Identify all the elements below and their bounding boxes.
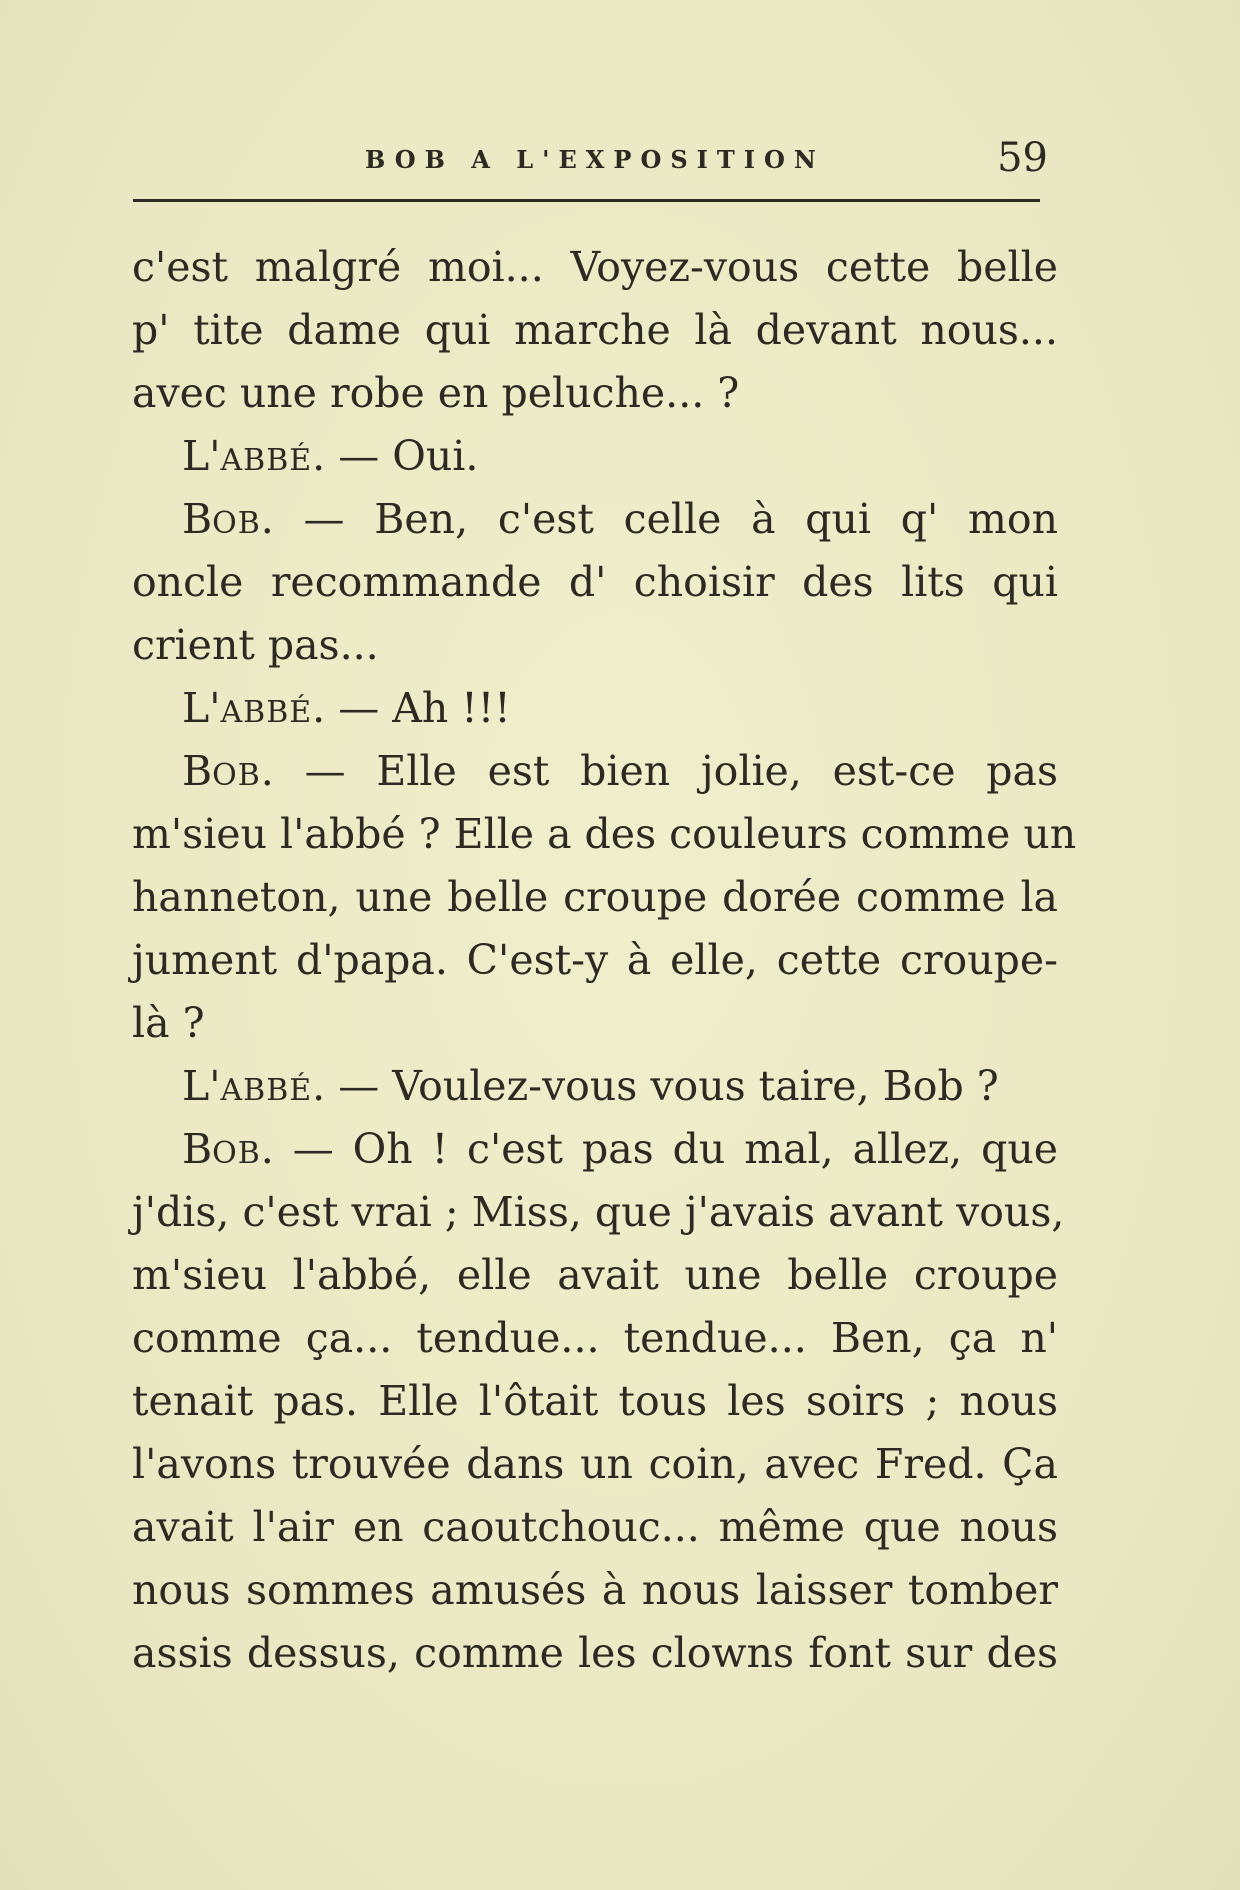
dialogue-line <box>132 425 1058 488</box>
line-text: c'est malgré moi... Voyez-vous cette belle <box>132 243 1058 291</box>
text-line <box>132 299 1058 362</box>
text-line <box>132 803 1077 866</box>
line-text: oncle recommande d' choisir des lits qui <box>132 558 1058 606</box>
line-text: tenait pas. Elle l'ôtait tous les soirs ; nous <box>132 1377 1058 1425</box>
page-header <box>133 135 1058 195</box>
text-line <box>132 236 1058 299</box>
line-text: avec une robe en peluche... ? <box>132 369 740 417</box>
speaker-initial: L' <box>182 1062 221 1110</box>
speaker-smallcaps: OB <box>212 758 261 793</box>
speaker-smallcaps: ABBÉ <box>220 443 313 478</box>
line-text: avait l'air en caoutchouc... même que nous <box>132 1503 1058 1551</box>
dialogue-line <box>132 677 1058 740</box>
line-text: . — Oui. <box>312 432 479 480</box>
line-text: m'sieu l'abbé ? Elle a des couleurs comme un <box>132 810 1077 858</box>
text-line <box>132 1307 1058 1370</box>
line-text: . — Voulez-vous vous taire, Bob ? <box>312 1062 999 1110</box>
body-text <box>132 236 1077 1685</box>
line-text: là ? <box>132 999 205 1047</box>
text-line <box>132 614 1058 677</box>
line-text: m'sieu l'abbé, elle avait une belle croupe <box>132 1251 1058 1299</box>
text-line <box>132 992 1058 1055</box>
dialogue-line <box>132 1055 1058 1118</box>
line-text: jument d'papa. C'est-y à elle, cette croupe- <box>132 936 1058 984</box>
line-text: nous sommes amusés à nous laisser tomber <box>132 1566 1058 1614</box>
text-line <box>132 1244 1058 1307</box>
line-text: comme ça... tendue... tendue... Ben, ça n' <box>132 1314 1058 1362</box>
line-text: . — Oh ! c'est pas du mal, allez, que <box>260 1125 1058 1173</box>
line-text: assis dessus, comme les clowns font sur des <box>132 1629 1058 1677</box>
page-number: 59 <box>997 135 1048 181</box>
text-line <box>132 551 1058 614</box>
speaker-initial: B <box>182 747 213 795</box>
line-text: p' tite dame qui marche là devant nous... <box>132 306 1058 354</box>
line-text: crient pas... <box>132 621 379 669</box>
speaker-initial: B <box>182 1125 213 1173</box>
text-line <box>132 1433 1058 1496</box>
speaker-smallcaps: ABBÉ <box>220 695 313 730</box>
speaker-smallcaps: ABBÉ <box>220 1073 313 1108</box>
line-text: hanneton, une belle croupe dorée comme la <box>132 873 1058 921</box>
header-rule <box>133 199 1040 202</box>
speaker-smallcaps: OB <box>212 506 261 541</box>
text-line <box>132 1496 1058 1559</box>
text-line <box>132 1622 1058 1685</box>
text-line <box>132 866 1058 929</box>
line-text: . — Elle est bien jolie, est-ce pas <box>260 747 1058 795</box>
dialogue-line <box>132 740 1058 803</box>
line-text: j'dis, c'est vrai ; Miss, que j'avais avant vous, <box>132 1188 1065 1236</box>
text-line <box>132 1181 1065 1244</box>
text-line <box>132 1559 1058 1622</box>
text-line <box>132 1370 1058 1433</box>
speaker-initial: L' <box>182 432 221 480</box>
line-text: l'avons trouvée dans un coin, avec Fred. Ça <box>132 1440 1058 1488</box>
dialogue-line <box>132 488 1058 551</box>
line-text: . — Ben, c'est celle à qui q' mon <box>260 495 1058 543</box>
speaker-smallcaps: OB <box>212 1136 261 1171</box>
running-title: BOB A L'EXPOSITION <box>365 145 825 174</box>
text-line <box>132 929 1058 992</box>
line-text: . — Ah !!! <box>312 684 511 732</box>
dialogue-line <box>132 1118 1058 1181</box>
speaker-initial: L' <box>182 684 221 732</box>
text-line <box>132 362 1058 425</box>
speaker-initial: B <box>182 495 213 543</box>
